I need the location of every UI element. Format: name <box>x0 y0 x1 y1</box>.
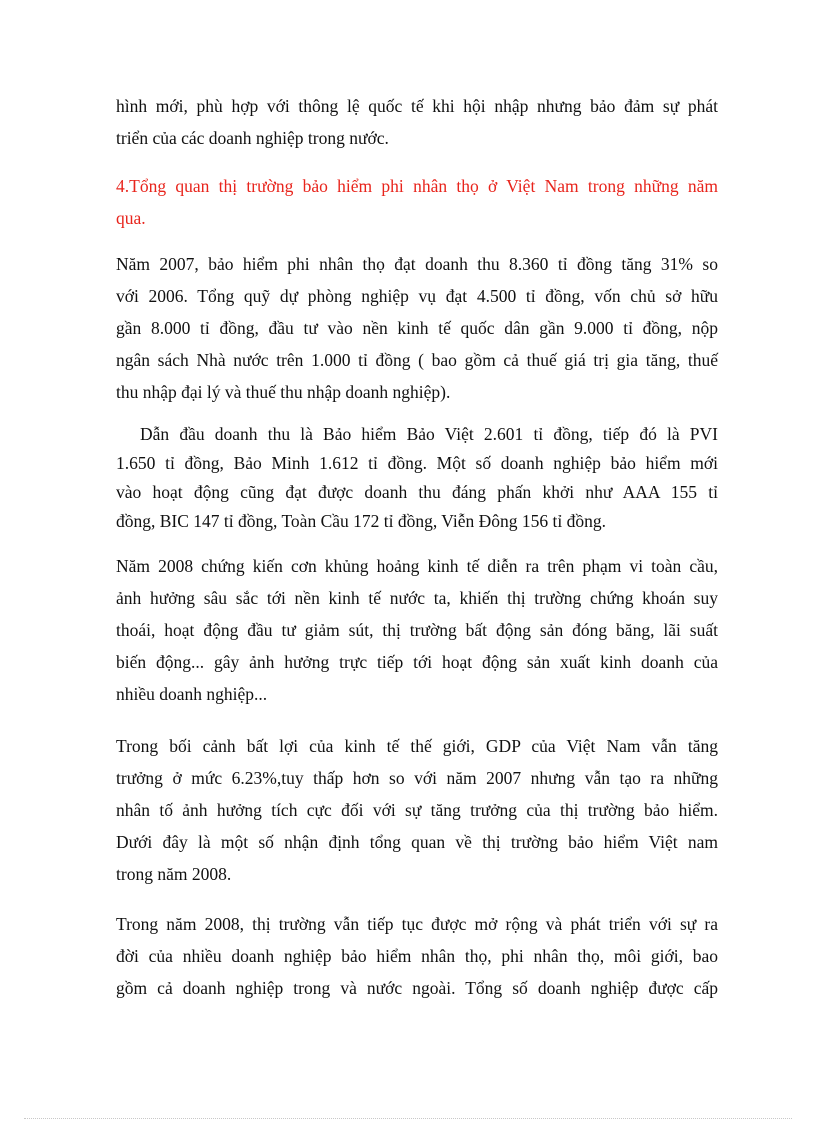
text-line: Năm 2008 chứng kiến cơn khủng hoảng kinh tế diễn ra trên phạm vi toàn cầu, <box>116 556 718 576</box>
text-line: thoái, hoạt động đầu tư giảm sút, thị trường bất động sản đóng băng, lãi suất <box>116 620 718 640</box>
text-line: trưởng ở mức 6.23%,tuy thấp hơn so với năm 2007 nhưng vẫn tạo ra những <box>116 768 718 788</box>
text-line: biến động... gây ảnh hưởng trực tiếp tới hoạt động sản xuất kinh doanh của <box>116 652 718 672</box>
text-line: đời của nhiều doanh nghiệp bảo hiểm nhân thọ, phi nhân thọ, môi giới, bao <box>116 946 718 966</box>
paragraph-market-expansion <box>116 908 718 1004</box>
heading-line: qua. <box>116 208 146 228</box>
paragraph-gdp-context <box>116 730 718 890</box>
text-line: Dẫn đầu doanh thu là Bảo hiểm Bảo Việt 2.601 tỉ đồng, tiếp đó là PVI <box>140 424 718 444</box>
text-line: ảnh hưởng sâu sắc tới nền kinh tế nước ta, khiến thị trường chứng khoán suy <box>116 588 718 608</box>
text-line: vào hoạt động cũng đạt được doanh thu đáng phấn khởi như AAA 155 tỉ <box>116 482 718 502</box>
section-heading <box>116 170 718 234</box>
paragraph-2007-overview <box>116 248 718 408</box>
text-line: gần 8.000 tỉ đồng, đầu tư vào nền kinh tế quốc dân gần 9.000 tỉ đồng, nộp <box>116 318 718 338</box>
text-line: với 2006. Tổng quỹ dự phòng nghiệp vụ đạt 4.500 tỉ đồng, vốn chủ sở hữu <box>116 286 718 306</box>
paragraph-continuation <box>116 90 718 154</box>
text-line: triển của các doanh nghiệp trong nước. <box>116 128 389 148</box>
text-line: hình mới, phù hợp với thông lệ quốc tế khi hội nhập nhưng bảo đảm sự phát <box>116 96 718 116</box>
text-line: Dưới đây là một số nhận định tổng quan về thị trường bảo hiểm Việt nam <box>116 832 718 852</box>
text-line: trong năm 2008. <box>116 864 232 884</box>
paragraph-2008-crisis <box>116 550 718 710</box>
text-line: Trong bối cảnh bất lợi của kinh tế thế giới, GDP của Việt Nam vẫn tăng <box>116 736 718 756</box>
text-line: đồng, BIC 147 tỉ đồng, Toàn Cầu 172 tỉ đồng, Viễn Đông 156 tỉ đồng. <box>116 511 606 531</box>
text-line: ngân sách Nhà nước trên 1.000 tỉ đồng ( bao gồm cả thuế giá trị gia tăng, thuế <box>116 350 718 370</box>
text-line: Năm 2007, bảo hiểm phi nhân thọ đạt doanh thu 8.360 tỉ đồng tăng 31% so <box>116 254 718 274</box>
text-line: Trong năm 2008, thị trường vẫn tiếp tục được mở rộng và phát triển với sự ra <box>116 914 718 934</box>
text-line: thu nhập đại lý và thuế thu nhập doanh nghiệp). <box>116 382 451 402</box>
text-line: gồm cả doanh nghiệp trong và nước ngoài. Tổng số doanh nghiệp được cấp <box>116 978 718 998</box>
heading-line: 4.Tổng quan thị trường bảo hiểm phi nhân thọ ở Việt Nam trong những năm <box>116 176 718 196</box>
paragraph-revenue-leaders <box>116 420 718 536</box>
page-bottom-divider <box>24 1118 792 1119</box>
text-line: 1.650 tỉ đồng, Bảo Minh 1.612 tỉ đồng. Một số doanh nghiệp bảo hiểm mới <box>116 453 718 473</box>
text-line: nhân tố ảnh hưởng tích cực đối với sự tăng trưởng của thị trường bảo hiểm. <box>116 800 718 820</box>
text-line: nhiều doanh nghiệp... <box>116 684 268 704</box>
